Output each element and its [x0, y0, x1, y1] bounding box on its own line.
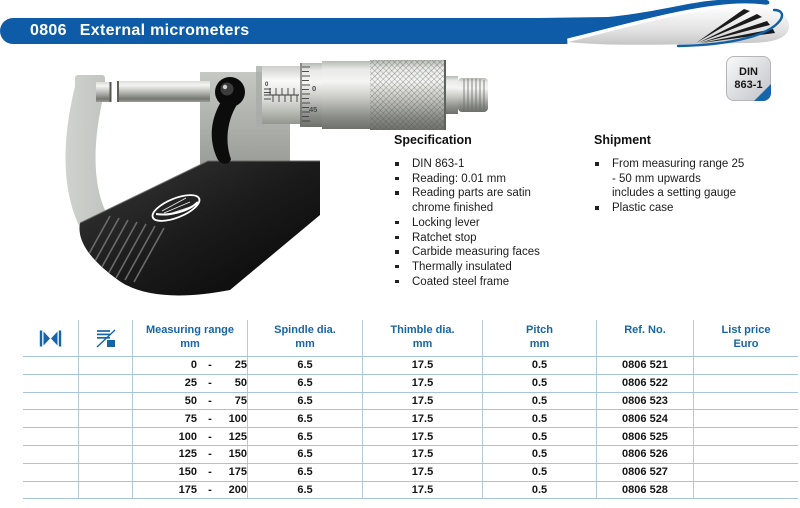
cell-measuring-range: 50 - 75: [133, 393, 248, 410]
cell-icon2-empty: [79, 410, 133, 427]
cell-ref-no: 0806 522: [597, 375, 694, 392]
setting-gauge-icon: [79, 320, 133, 356]
cell-icon2-empty: [79, 464, 133, 481]
cell-pitch: 0.5: [483, 357, 597, 374]
shipment-item: Plastic case: [594, 201, 746, 216]
cell-measuring-range: 0 - 25: [133, 357, 248, 374]
specification-list: [394, 157, 562, 289]
table-body: [23, 357, 798, 499]
cell-measuring-range: 150 - 175: [133, 464, 248, 481]
table-row: [23, 464, 798, 482]
cell-list-price: [694, 393, 798, 410]
table-row: [23, 446, 798, 464]
specification-heading: Specification: [394, 133, 472, 147]
cell-spindle-dia: 6.5: [248, 357, 363, 374]
cell-thimble-dia: 17.5: [363, 375, 483, 392]
cell-icon2-empty: [79, 375, 133, 392]
table-row: [23, 375, 798, 393]
micrometer-anvil: [96, 82, 111, 102]
cell-spindle-dia: 6.5: [248, 482, 363, 499]
cell-icon2-empty: [79, 428, 133, 445]
micrometer-spindle: [117, 81, 210, 102]
page-title-code: 0806: [30, 22, 67, 39]
cell-thimble-dia: 17.5: [363, 428, 483, 445]
cell-list-price: [694, 375, 798, 392]
table-row: [23, 410, 798, 428]
cell-pitch: 0.5: [483, 375, 597, 392]
shipment-list: [594, 157, 746, 216]
din-badge-line2: 863-1: [734, 78, 763, 91]
cell-thimble-dia: 17.5: [363, 482, 483, 499]
cell-thimble-dia: 17.5: [363, 446, 483, 463]
cell-list-price: [694, 357, 798, 374]
cell-icon1-empty: [23, 410, 79, 427]
product-table: [23, 320, 798, 499]
din-badge-line1: DIN: [739, 65, 758, 78]
cell-pitch: 0.5: [483, 482, 597, 499]
cell-spindle-dia: 6.5: [248, 393, 363, 410]
specification-section: [394, 133, 562, 289]
cell-measuring-range: 100 - 125: [133, 428, 248, 445]
brand-logo-icon: [538, 0, 800, 54]
cell-ref-no: 0806 523: [597, 393, 694, 410]
cell-measuring-range: 175 - 200: [133, 482, 248, 499]
spec-item: Ratchet stop: [394, 231, 562, 246]
cell-icon2-empty: [79, 482, 133, 499]
cell-spindle-dia: 6.5: [248, 446, 363, 463]
cell-thimble-dia: 17.5: [363, 410, 483, 427]
cell-pitch: 0.5: [483, 428, 597, 445]
cell-ref-no: 0806 521: [597, 357, 694, 374]
cell-measuring-range: 125 - 150: [133, 446, 248, 463]
cell-icon2-empty: [79, 446, 133, 463]
cell-icon2-empty: [79, 357, 133, 374]
spec-item: DIN 863-1: [394, 157, 562, 172]
column-header-thimble-dia: Thimble dia. mm: [363, 320, 483, 356]
sleeve-number: 0: [265, 82, 269, 88]
shipment-heading: Shipment: [594, 133, 651, 147]
badge-corner-triangle: [754, 84, 771, 101]
din-badge: [726, 56, 771, 101]
cell-icon2-empty: [79, 393, 133, 410]
spec-item: Locking lever: [394, 216, 562, 231]
cell-ref-no: 0806 526: [597, 446, 694, 463]
cell-list-price: [694, 428, 798, 445]
cell-icon1-empty: [23, 393, 79, 410]
cell-measuring-range: 25 - 50: [133, 375, 248, 392]
micrometer-thimble-scale: [300, 63, 322, 127]
ratchet-stop: [446, 76, 488, 114]
cell-list-price: [694, 446, 798, 463]
cell-icon1-empty: [23, 428, 79, 445]
micrometer-thimble: [322, 61, 372, 129]
table-row: [23, 482, 798, 500]
cell-list-price: [694, 464, 798, 481]
thimble-number-45: 45: [309, 105, 318, 114]
cell-icon1-empty: [23, 357, 79, 374]
cell-icon1-empty: [23, 375, 79, 392]
page-title: External micrometers: [79, 22, 250, 39]
cell-pitch: 0.5: [483, 410, 597, 427]
cell-pitch: 0.5: [483, 464, 597, 481]
cell-ref-no: 0806 528: [597, 482, 694, 499]
spec-item: Reading: 0.01 mm: [394, 172, 562, 187]
cell-icon1-empty: [23, 446, 79, 463]
cell-measuring-range: 75 - 100: [133, 410, 248, 427]
table-row: [23, 357, 798, 375]
cell-list-price: [694, 482, 798, 499]
micrometer-knurl: [370, 60, 446, 130]
column-header-spindle-dia: Spindle dia. mm: [248, 320, 363, 356]
cell-pitch: 0.5: [483, 446, 597, 463]
cell-spindle-dia: 6.5: [248, 464, 363, 481]
cell-icon1-empty: [23, 464, 79, 481]
cell-spindle-dia: 6.5: [248, 428, 363, 445]
column-header-ref-no: Ref. No.: [597, 320, 694, 356]
shipment-item: From measuring range 25 - 50 mm upwards includes a setting gauge: [594, 157, 746, 201]
shipment-section: [594, 133, 746, 216]
table-row: [23, 393, 798, 411]
cell-icon1-empty: [23, 482, 79, 499]
cell-spindle-dia: 6.5: [248, 410, 363, 427]
cell-thimble-dia: 17.5: [363, 464, 483, 481]
spec-item: Coated steel frame: [394, 275, 562, 290]
cell-ref-no: 0806 524: [597, 410, 694, 427]
spec-item: Reading parts are satin chrome finished: [394, 186, 562, 215]
measuring-faces-icon: [23, 320, 79, 356]
cell-pitch: 0.5: [483, 393, 597, 410]
column-header-measuring-range: Measuring range mm: [133, 320, 248, 356]
cell-spindle-dia: 6.5: [248, 375, 363, 392]
micrometer-frame-cover: [79, 161, 320, 295]
cell-thimble-dia: 17.5: [363, 357, 483, 374]
column-header-list-price: List price Euro: [721, 324, 771, 350]
thimble-number-0: 0: [312, 84, 317, 93]
spec-item: Thermally insulated: [394, 260, 562, 275]
cell-ref-no: 0806 527: [597, 464, 694, 481]
cell-thimble-dia: 17.5: [363, 393, 483, 410]
cell-ref-no: 0806 525: [597, 428, 694, 445]
column-header-pitch: Pitch mm: [483, 320, 597, 356]
spec-item: Carbide measuring faces: [394, 245, 562, 260]
table-header-row: [23, 320, 798, 357]
table-row: [23, 428, 798, 446]
cell-list-price: [694, 410, 798, 427]
header-bar: [0, 18, 566, 44]
micrometer-sleeve: [262, 66, 300, 124]
